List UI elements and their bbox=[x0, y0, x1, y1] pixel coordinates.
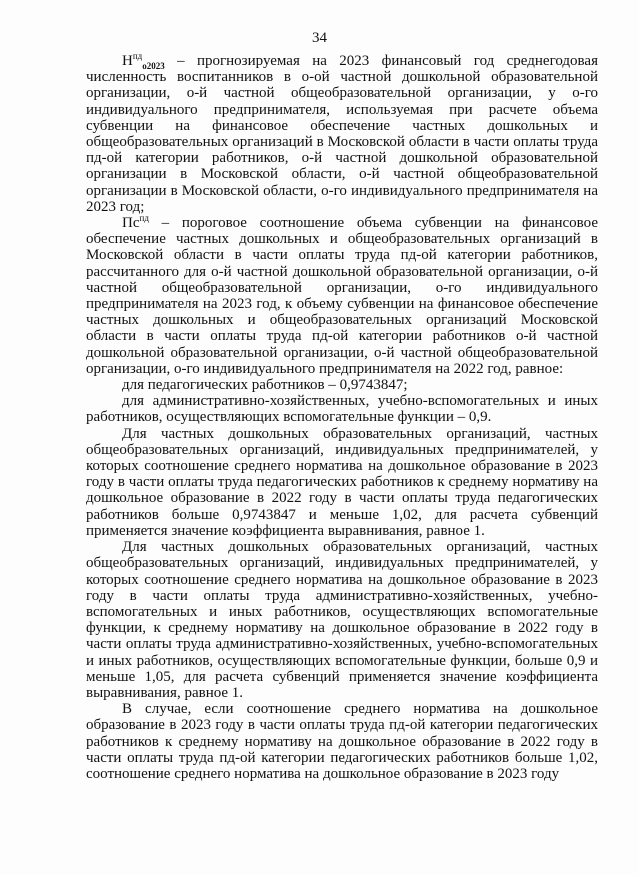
symbol-subscript: о2023 bbox=[142, 61, 165, 71]
symbol-superscript: пд bbox=[132, 51, 143, 61]
symbol-superscript: пд bbox=[139, 213, 149, 224]
paragraph-n-definition bbox=[86, 53, 598, 215]
paragraph-text: – прогнозируемая на 2023 финансовый год среднегодовая численность воспитанников в о-ой частной дошкольной образовательной организации, о-й частной общеобразовательной организации, у о-го индивидуального предпринимателя, используемая при расчете объема субвенции на финансовое обеспечение частных дошкольных и общеобразовательных организаций в Московской области в части оплаты труда пд-ой категории работников, о-й частной дошкольной образовательной организации в Московской области, о-й частной общеобразовательной организации в Московской области, о-го индивидуального предпринимателя на 2023 год; bbox=[86, 53, 598, 215]
page-number: 34 bbox=[312, 30, 327, 46]
paragraph-text: – пороговое соотношение объема субвенции на финансовое обеспечение частных дошкольных и общеобразовательных организаций в Московской области в части оплаты труда пд-ой категории работников, рассчитанного для о-й частной дошкольной образовательной организации, о-й частной общеобразовательной организации, о-го индивидуального предпринимателя на 2023 год, к объему субвенции на финансовое обеспечение частных дошкольных и общеобразовательных организаций Московской области в части оплаты труда пд-ой категории работников о-й частной дошкольной образовательной организации, о-й частной общеобразовательной организации, о-го индивидуального предпринимателя на 2022 год, равное: bbox=[86, 215, 598, 377]
formula-symbol-ps bbox=[122, 215, 149, 231]
paragraph-pedagogical-threshold: для педагогических работников – 0,9743847; bbox=[122, 377, 408, 394]
symbol-base: Н bbox=[122, 53, 133, 69]
paragraph-admin-coefficient: Для частных дошкольных образовательных организаций, частных общеобразовательных организаций, индивидуальных предпринимателей, у которых соотношение среднего норматива на дошкольное образование в 2023 году в части оплаты труда административно-хозяйственных, учебно-вспомогательных и иных работников, осуществляющих вспомогательные функции, к среднему нормативу на дошкольное образование в 2022 году в части оплаты труда административно-хозяйственных, учебно-вспомогательных и иных работников, осуществляющих вспомогательные функции, больше 0,9 и меньше 1,05, для расчета субвенций применяется значение коэффициента выравнивания, равное 1. bbox=[86, 539, 598, 701]
paragraph-admin-threshold: для административно-хозяйственных, учебно-вспомогательных и иных работников, осуществляющих вспомогательные функции – 0,9. bbox=[86, 393, 598, 426]
symbol-base: Пс bbox=[122, 215, 140, 232]
formula-symbol-n bbox=[122, 53, 165, 69]
paragraph-pedagogical-coefficient: Для частных дошкольных образовательных организаций, частных общеобразовательных организаций, индивидуальных предпринимателей, у которых соотношение среднего норматива на дошкольное образование в 2023 году в части оплаты труда педагогических работников к среднему нормативу на дошкольное образование в 2022 году в части оплаты труда педагогических работников больше 0,9743847 и меньше 1,02, для расчета субвенций применяется значение коэффициента выравнивания, равное 1. bbox=[86, 425, 598, 539]
paragraph-ps-definition bbox=[86, 215, 598, 377]
paragraph-case-condition: В случае, если соотношение среднего норматива на дошкольное образование в 2023 году в части оплаты труда пд-ой категории педагогических работников к среднему нормативу на дошкольное образование в 2022 году в части оплаты труда пд-ой категории педагогических работников больше 1,02, соотношение среднего норматива на дошкольное образование в 2023 году bbox=[86, 701, 598, 782]
document-body bbox=[86, 53, 598, 782]
